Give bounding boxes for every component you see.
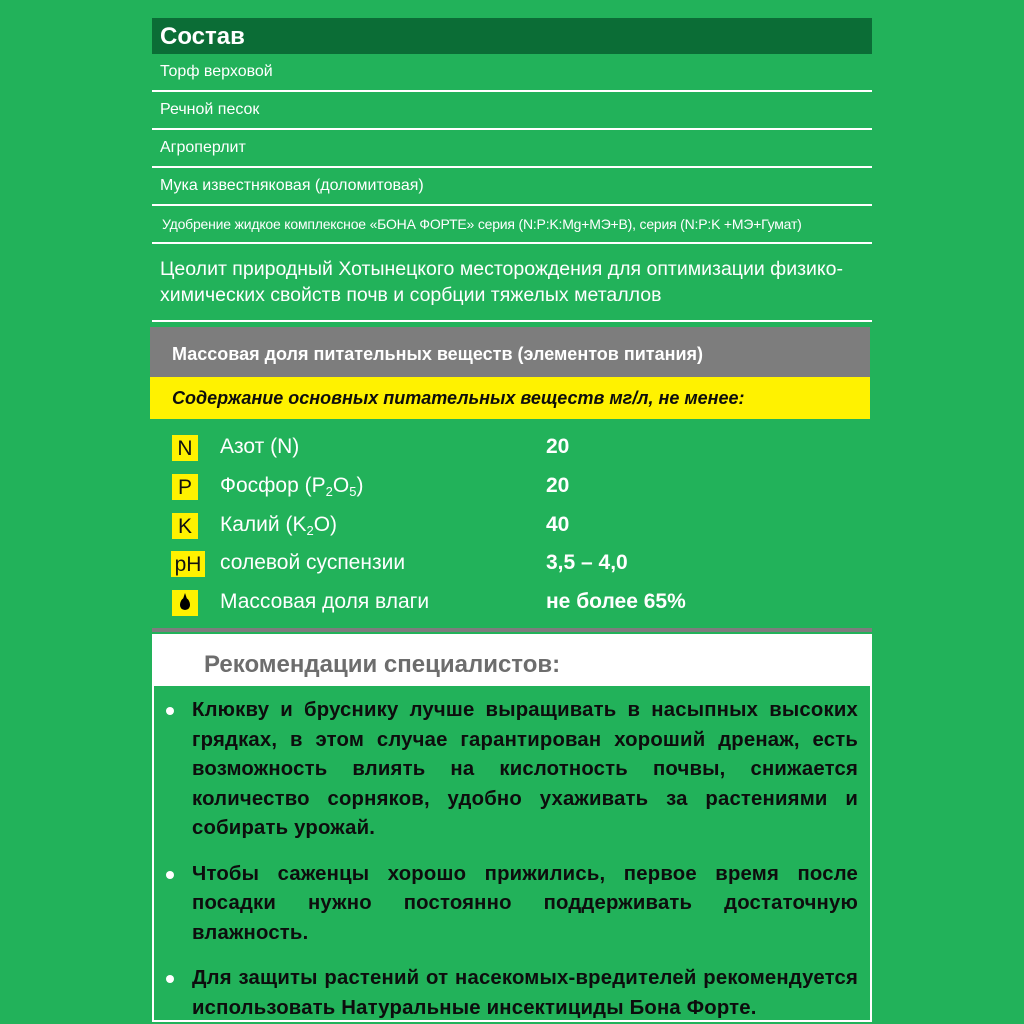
nutrient-value: не более 65% — [546, 590, 686, 614]
recommendations-section — [152, 634, 872, 1022]
nitrogen-badge: N — [172, 435, 198, 461]
nutrient-value: 20 — [546, 435, 570, 458]
ph-badge: pH — [171, 551, 205, 577]
subscript: 5 — [349, 483, 357, 499]
nutrients-title: Массовая доля питательных веществ (элементов питания) — [150, 327, 870, 377]
nutrient-row-phosphorus — [150, 466, 870, 505]
nutrient-value: 40 — [546, 512, 570, 536]
list-item — [154, 860, 858, 949]
nutrients-table — [150, 419, 870, 621]
nutrient-name: солевой суспензии — [220, 551, 406, 575]
recommendation-text: Для защиты растений от насекомых-вредителей рекомендуется использовать Натуральные инсектициды Бона Форте. — [192, 967, 858, 1019]
bullet-icon — [166, 871, 174, 879]
nutrient-row-ph — [150, 543, 870, 582]
drop-icon — [180, 598, 190, 610]
nutrients-section — [150, 327, 870, 621]
phosphorus-badge: P — [172, 474, 198, 500]
nutrient-value: 20 — [546, 473, 570, 497]
composition-item: Мука известняковая (доломитовая) — [152, 168, 872, 206]
nutrient-name — [220, 470, 363, 508]
recommendation-text: Чтобы саженцы хорошо прижились, первое время после посадки нужно постоянно поддерживать достаточную влажность. — [192, 862, 858, 944]
nutrient-row-moisture — [150, 582, 870, 621]
list-item — [154, 964, 858, 1023]
nutrient-name — [220, 509, 337, 547]
recommendations-list — [154, 696, 870, 1023]
list-item — [154, 696, 858, 844]
composition-item: Удобрение жидкое комплексное «БОНА ФОРТЕ» серия (N:P:K:Mg+МЭ+B), серия (N:P:K +МЭ+Гумат) — [152, 206, 872, 244]
subscript: 2 — [325, 483, 333, 499]
composition-item: Торф верховой — [152, 54, 872, 92]
composition-title: Состав — [152, 18, 872, 54]
nutrients-subtitle: Содержание основных питательных веществ мг/л, не менее: — [150, 377, 870, 419]
divider — [152, 628, 872, 632]
moisture-badge — [172, 590, 198, 616]
nutrient-name: Азот (N) — [220, 435, 300, 458]
subscript: 2 — [306, 522, 314, 538]
name-part: Калий (K — [220, 512, 307, 536]
composition-note: Цеолит природный Хотынецкого месторождения для оптимизации физико-химических свойств почв и сорбции тяжелых металлов — [152, 244, 872, 322]
nutrient-row-nitrogen — [150, 427, 870, 466]
recommendations-title: Рекомендации специалистов: — [154, 636, 870, 686]
composition-item: Речной песок — [152, 92, 872, 130]
name-part: O — [332, 473, 350, 497]
nutrient-name: Массовая доля влаги — [220, 590, 430, 614]
recommendation-text: Клюкву и бруснику лучше выращивать в насыпных высоких грядках, в этом случае гарантирован хороший дренаж, есть возможность влиять на кислотность почвы, снижается количество сорняков, удобно ухаживать за растениями и собирать урожай. — [192, 699, 858, 839]
nutrient-value: 3,5 – 4,0 — [546, 551, 628, 575]
composition-item: Агроперлит — [152, 130, 872, 168]
name-part: O) — [313, 512, 338, 536]
composition-section — [152, 18, 872, 322]
bullet-icon — [166, 707, 174, 715]
name-part: Фосфор (P — [220, 473, 326, 497]
nutrient-row-potassium — [150, 505, 870, 544]
potassium-badge: K — [172, 513, 198, 539]
bullet-icon — [166, 975, 174, 983]
name-part: ) — [356, 473, 364, 497]
